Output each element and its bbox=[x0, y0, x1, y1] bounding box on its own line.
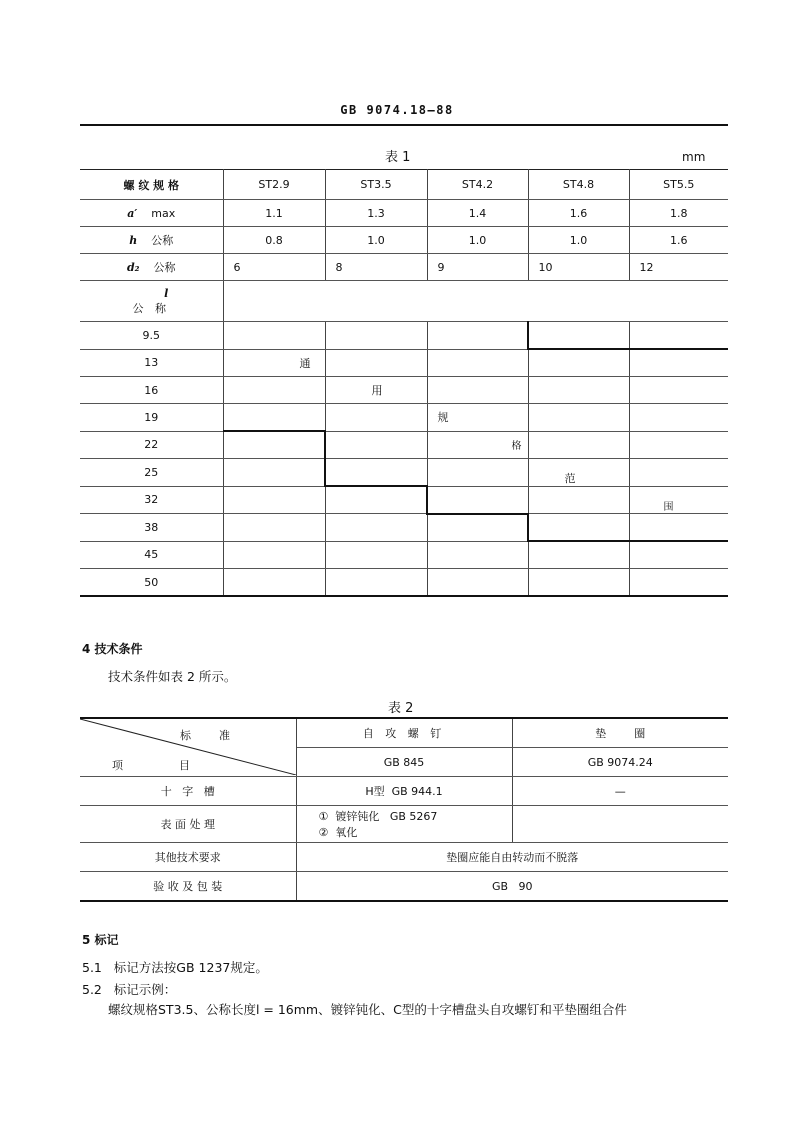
cell: 8 bbox=[325, 254, 427, 281]
cell: — bbox=[512, 777, 728, 806]
cell: 1.1 bbox=[223, 200, 325, 227]
table-row bbox=[80, 281, 728, 322]
cell bbox=[528, 541, 629, 569]
specs-label: 螺 纹 规 格 bbox=[80, 170, 223, 200]
cell bbox=[325, 349, 427, 377]
cell bbox=[629, 377, 728, 404]
cell bbox=[427, 322, 528, 350]
cell bbox=[528, 322, 629, 350]
symbol: a′ bbox=[127, 206, 138, 220]
cell: 0.8 bbox=[223, 227, 325, 254]
table-row bbox=[80, 254, 728, 281]
range-char: 用 bbox=[325, 377, 427, 404]
cell: 9 bbox=[427, 254, 528, 281]
row-label bbox=[80, 200, 223, 227]
table-row bbox=[80, 377, 728, 404]
row-label: 表 面 处 理 bbox=[80, 806, 296, 843]
table1 bbox=[80, 169, 728, 597]
table-row bbox=[80, 569, 728, 597]
header-rule bbox=[80, 124, 728, 126]
cell bbox=[223, 569, 325, 597]
cell bbox=[325, 431, 427, 459]
table-row bbox=[80, 431, 728, 459]
cell bbox=[528, 404, 629, 432]
length-label: 19 bbox=[80, 404, 223, 432]
cell bbox=[325, 459, 427, 487]
cell bbox=[223, 322, 325, 350]
cell: 1.3 bbox=[325, 200, 427, 227]
cell bbox=[427, 486, 528, 514]
cell bbox=[296, 806, 512, 843]
cell: H型 GB 944.1 bbox=[296, 777, 512, 806]
table-row bbox=[80, 404, 728, 432]
cell bbox=[528, 349, 629, 377]
section5-p3: 螺纹规格ST3.5、公称长度l = 16mm、镀锌钝化、C型的十字槽盘头自攻螺钉和平垫圈组合件 bbox=[108, 1002, 627, 1017]
cell bbox=[325, 322, 427, 350]
std-cell: GB 9074.24 bbox=[512, 748, 728, 777]
length-label: 16 bbox=[80, 377, 223, 404]
symbol: l bbox=[164, 286, 169, 300]
table1-unit: mm bbox=[682, 150, 706, 164]
section5-heading: 5 标记 bbox=[82, 933, 119, 947]
length-label: 50 bbox=[80, 569, 223, 597]
corner-cell bbox=[80, 718, 296, 777]
treatment-2: ② 氧化 bbox=[318, 826, 358, 839]
cell bbox=[325, 569, 427, 597]
length-label: 32 bbox=[80, 486, 223, 514]
range-char: 范 bbox=[528, 459, 629, 487]
range-char: 规 bbox=[427, 404, 528, 432]
cell bbox=[223, 541, 325, 569]
row-label bbox=[80, 254, 223, 281]
cell bbox=[528, 514, 629, 542]
cell bbox=[325, 541, 427, 569]
table-row bbox=[80, 227, 728, 254]
cell: 1.0 bbox=[325, 227, 427, 254]
cell bbox=[528, 377, 629, 404]
table-row bbox=[80, 872, 728, 902]
table-row bbox=[80, 486, 728, 514]
row-label-text: max bbox=[151, 206, 176, 220]
cell bbox=[325, 514, 427, 542]
cell bbox=[427, 514, 528, 542]
row-label-text: 公 称 bbox=[132, 301, 170, 315]
table-row bbox=[80, 349, 728, 377]
cell bbox=[223, 431, 325, 459]
table-row bbox=[80, 514, 728, 542]
cell: 1.8 bbox=[629, 200, 728, 227]
cell bbox=[427, 541, 528, 569]
table-row bbox=[80, 843, 728, 872]
section4-text: 技术条件如表 2 所示。 bbox=[108, 669, 237, 684]
spec-header: ST2.9 bbox=[223, 170, 325, 200]
col-header: 自 攻 螺 钉 bbox=[296, 718, 512, 748]
page-header: GB 9074.18—88 bbox=[340, 103, 454, 117]
cell: 1.0 bbox=[528, 227, 629, 254]
cell: 1.4 bbox=[427, 200, 528, 227]
cell bbox=[629, 431, 728, 459]
cell bbox=[528, 431, 629, 459]
row-label: 十 字 槽 bbox=[80, 777, 296, 806]
length-label: 13 bbox=[80, 349, 223, 377]
length-label: 22 bbox=[80, 431, 223, 459]
col-header: 垫 圈 bbox=[512, 718, 728, 748]
cell: 10 bbox=[528, 254, 629, 281]
blank-cell bbox=[223, 281, 728, 322]
table-row bbox=[80, 806, 728, 843]
corner-bottom: 项 目 bbox=[112, 759, 190, 772]
row-label-text: 公称 bbox=[153, 261, 176, 274]
table2 bbox=[80, 717, 728, 902]
corner-top: 标 准 bbox=[180, 729, 230, 742]
range-char: 格 bbox=[427, 431, 528, 459]
cell bbox=[223, 404, 325, 432]
section4-heading: 4 技术条件 bbox=[82, 642, 143, 656]
table-row bbox=[80, 170, 728, 200]
row-label-text: 公称 bbox=[151, 234, 174, 247]
cell bbox=[427, 377, 528, 404]
merged-cell: GB 90 bbox=[296, 872, 728, 902]
merged-cell: 垫圈应能自由转动而不脱落 bbox=[296, 843, 728, 872]
range-char: 围 bbox=[629, 486, 728, 514]
symbol: h bbox=[129, 234, 138, 247]
row-label bbox=[80, 281, 223, 322]
cell: 6 bbox=[223, 254, 325, 281]
cell bbox=[629, 514, 728, 542]
table2-title: 表 2 bbox=[388, 701, 414, 716]
cell: 1.0 bbox=[427, 227, 528, 254]
length-label: 25 bbox=[80, 459, 223, 487]
std-cell: GB 845 bbox=[296, 748, 512, 777]
spec-header: ST3.5 bbox=[325, 170, 427, 200]
cell bbox=[528, 569, 629, 597]
table-row bbox=[80, 541, 728, 569]
table-row bbox=[80, 322, 728, 350]
cell: 1.6 bbox=[528, 200, 629, 227]
length-label: 45 bbox=[80, 541, 223, 569]
cell bbox=[223, 377, 325, 404]
length-label: 9.5 bbox=[80, 322, 223, 350]
cell bbox=[223, 514, 325, 542]
section5-p2: 5.2 标记示例： bbox=[82, 982, 177, 997]
table-row bbox=[80, 777, 728, 806]
treatment-1: ① 镀锌钝化 GB 5267 bbox=[318, 810, 438, 823]
cell bbox=[223, 459, 325, 487]
table1-title: 表 1 bbox=[385, 150, 411, 165]
cell bbox=[629, 404, 728, 432]
cell bbox=[629, 322, 728, 350]
spec-header: ST4.2 bbox=[427, 170, 528, 200]
cell bbox=[629, 541, 728, 569]
spec-header: ST5.5 bbox=[629, 170, 728, 200]
cell bbox=[325, 404, 427, 432]
table-row bbox=[80, 459, 728, 487]
row-label: 验 收 及 包 装 bbox=[80, 872, 296, 902]
cell bbox=[427, 349, 528, 377]
range-char: 通 bbox=[223, 349, 325, 377]
row-label bbox=[80, 227, 223, 254]
cell bbox=[629, 349, 728, 377]
table-row bbox=[80, 200, 728, 227]
cell bbox=[629, 459, 728, 487]
table-row bbox=[80, 718, 728, 748]
section5-p1: 5.1 标记方法按GB 1237规定。 bbox=[82, 960, 268, 975]
cell bbox=[629, 569, 728, 597]
cell bbox=[528, 486, 629, 514]
cell: 1.6 bbox=[629, 227, 728, 254]
cell bbox=[427, 459, 528, 487]
row-label: 其他技术要求 bbox=[80, 843, 296, 872]
spec-header: ST4.8 bbox=[528, 170, 629, 200]
cell bbox=[223, 486, 325, 514]
cell: 12 bbox=[629, 254, 728, 281]
cell bbox=[325, 486, 427, 514]
cell bbox=[427, 569, 528, 597]
length-label: 38 bbox=[80, 514, 223, 542]
symbol: d₂ bbox=[126, 261, 140, 274]
cell bbox=[512, 806, 728, 843]
